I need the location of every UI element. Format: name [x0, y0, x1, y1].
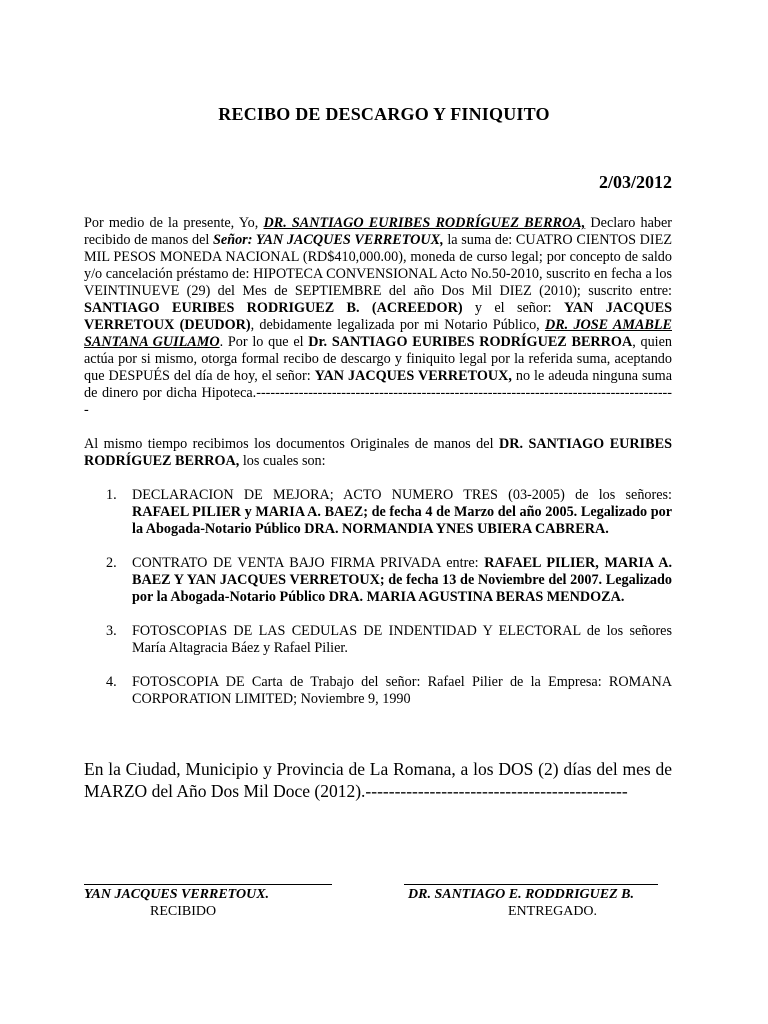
text-segment: y el señor: [462, 300, 564, 316]
text-segment: Declaro haber recibido de manos del [84, 215, 672, 248]
list-item-number: 3. [106, 623, 117, 639]
text-segment: CONTRATO DE VENTA BAJO FIRMA PRIVADA entre: [132, 555, 485, 571]
text-segment: Al mismo tiempo recibimos los documentos Originales de manos del [84, 436, 500, 452]
creditor-name-3: DR. SANTIAGO EURIBES RODRÍGUEZ BERROA, [84, 436, 673, 469]
text-segment: DECLARACION DE MEJORA; ACTO NUMERO TRES (03-2005) de los señores: [132, 487, 672, 503]
signature-block-receiver [84, 884, 332, 920]
signature-line [404, 884, 658, 885]
document-date: 2/03/2012 [598, 172, 672, 192]
signatory-role: RECIBIDO [150, 904, 217, 919]
documents-list [84, 487, 672, 708]
text-segment-bold: RAFAEL PILIER, MARIA A. BAEZ Y YAN JACQUES VERRETOUX; de fecha 13 de Noviembre del 2007. Legalizado por la Abogada-Notario Público DRA. MARIA AGUSTINA BERAS MENDOZA. [132, 555, 672, 605]
document-title: RECIBO DE DESCARGO Y FINIQUITO [218, 104, 550, 124]
text-segment: la suma de: CUATRO CIENTOS DIEZ MIL PESOS MONEDA NACIONAL (RD$410,000.00), moneda de curso legal; por concepto de saldo y/o cancelación préstamo de: HIPOTECA CONVENSIONAL Acto No.50-2010, suscrito en fecha a los VEINTINUEVE (29) del Mes de SEPTIEMBRE del año Dos Mil DIEZ (2010); suscrito entre: [84, 232, 672, 299]
list-item [84, 555, 672, 606]
creditor-name: DR. SANTIAGO EURIBES RODRÍGUEZ BERROA, [263, 215, 586, 231]
creditor-party: SANTIAGO EURIBES RODRIGUEZ B. (ACREEDOR) [84, 300, 463, 316]
list-item-number: 4. [106, 674, 117, 690]
debtor-party: YAN JACQUES VERRETOUX (DEUDOR) [84, 300, 672, 333]
text-segment: no le adeuda ninguna suma de dinero por dicha Hipoteca.----------------------------------------------------------------------------------------- [84, 368, 672, 418]
text-segment-bold: RAFAEL PILIER y MARIA A. BAEZ; de fecha 4 de Marzo del año 2005. Legalizado por la Abogada-Notario Público DRA. NORMANDIA YNES UBIERA CABRERA. [132, 504, 672, 537]
text-segment: , debidamente legalizada por mi Notario Público, [250, 317, 545, 333]
text-segment: . Por lo que el [219, 334, 309, 350]
paragraph-declaration [84, 215, 672, 419]
signatory-name: YAN JACQUES VERRETOUX. [84, 887, 270, 902]
signature-line [84, 884, 332, 885]
debtor-name: Señor: YAN JACQUES VERRETOUX, [213, 232, 444, 248]
list-item-number: 1. [106, 487, 117, 503]
creditor-name-2: Dr. SANTIAGO EURIBES RODRÍGUEZ BERROA [308, 334, 633, 350]
list-item-number: 2. [106, 555, 117, 571]
text-segment: , quien actúa por si mismo, otorga formal recibo de descargo y finiquito legal por la referida suma, aceptando que DESPUÉS del día de hoy, el señor: [84, 334, 673, 384]
text-segment: FOTOSCOPIA DE Carta de Trabajo del señor: Rafael Pilier de la Empresa: ROMANA CORPORATION LIMITED; Noviembre 9, 1990 [132, 674, 672, 707]
text-segment: Por medio de la presente, Yo, [84, 215, 264, 231]
list-item [84, 674, 672, 708]
text-segment: los cuales son: [239, 453, 326, 469]
text-segment: FOTOSCOPIAS DE LAS CEDULAS DE INDENTIDAD Y ELECTORAL de los señores María Altagracia Báez y Rafael Pilier. [132, 623, 672, 656]
list-item [84, 623, 672, 657]
list-item [84, 487, 672, 538]
debtor-name-2: YAN JACQUES VERRETOUX, [314, 368, 512, 384]
signatory-name: DR. SANTIAGO E. RODDRIGUEZ B. [408, 887, 634, 902]
closing-paragraph: En la Ciudad, Municipio y Provincia de La Romana, a los DOS (2) días del mes de MARZO del Año Dos Mil Doce (2012).--------------------------------------------- [84, 759, 672, 801]
paragraph-documents-intro [84, 436, 672, 470]
signatory-role: ENTREGADO. [508, 904, 598, 919]
signature-block-deliverer [404, 884, 658, 920]
notary-name: DR. JOSE AMABLE SANTANA GUILAMO [84, 317, 672, 350]
